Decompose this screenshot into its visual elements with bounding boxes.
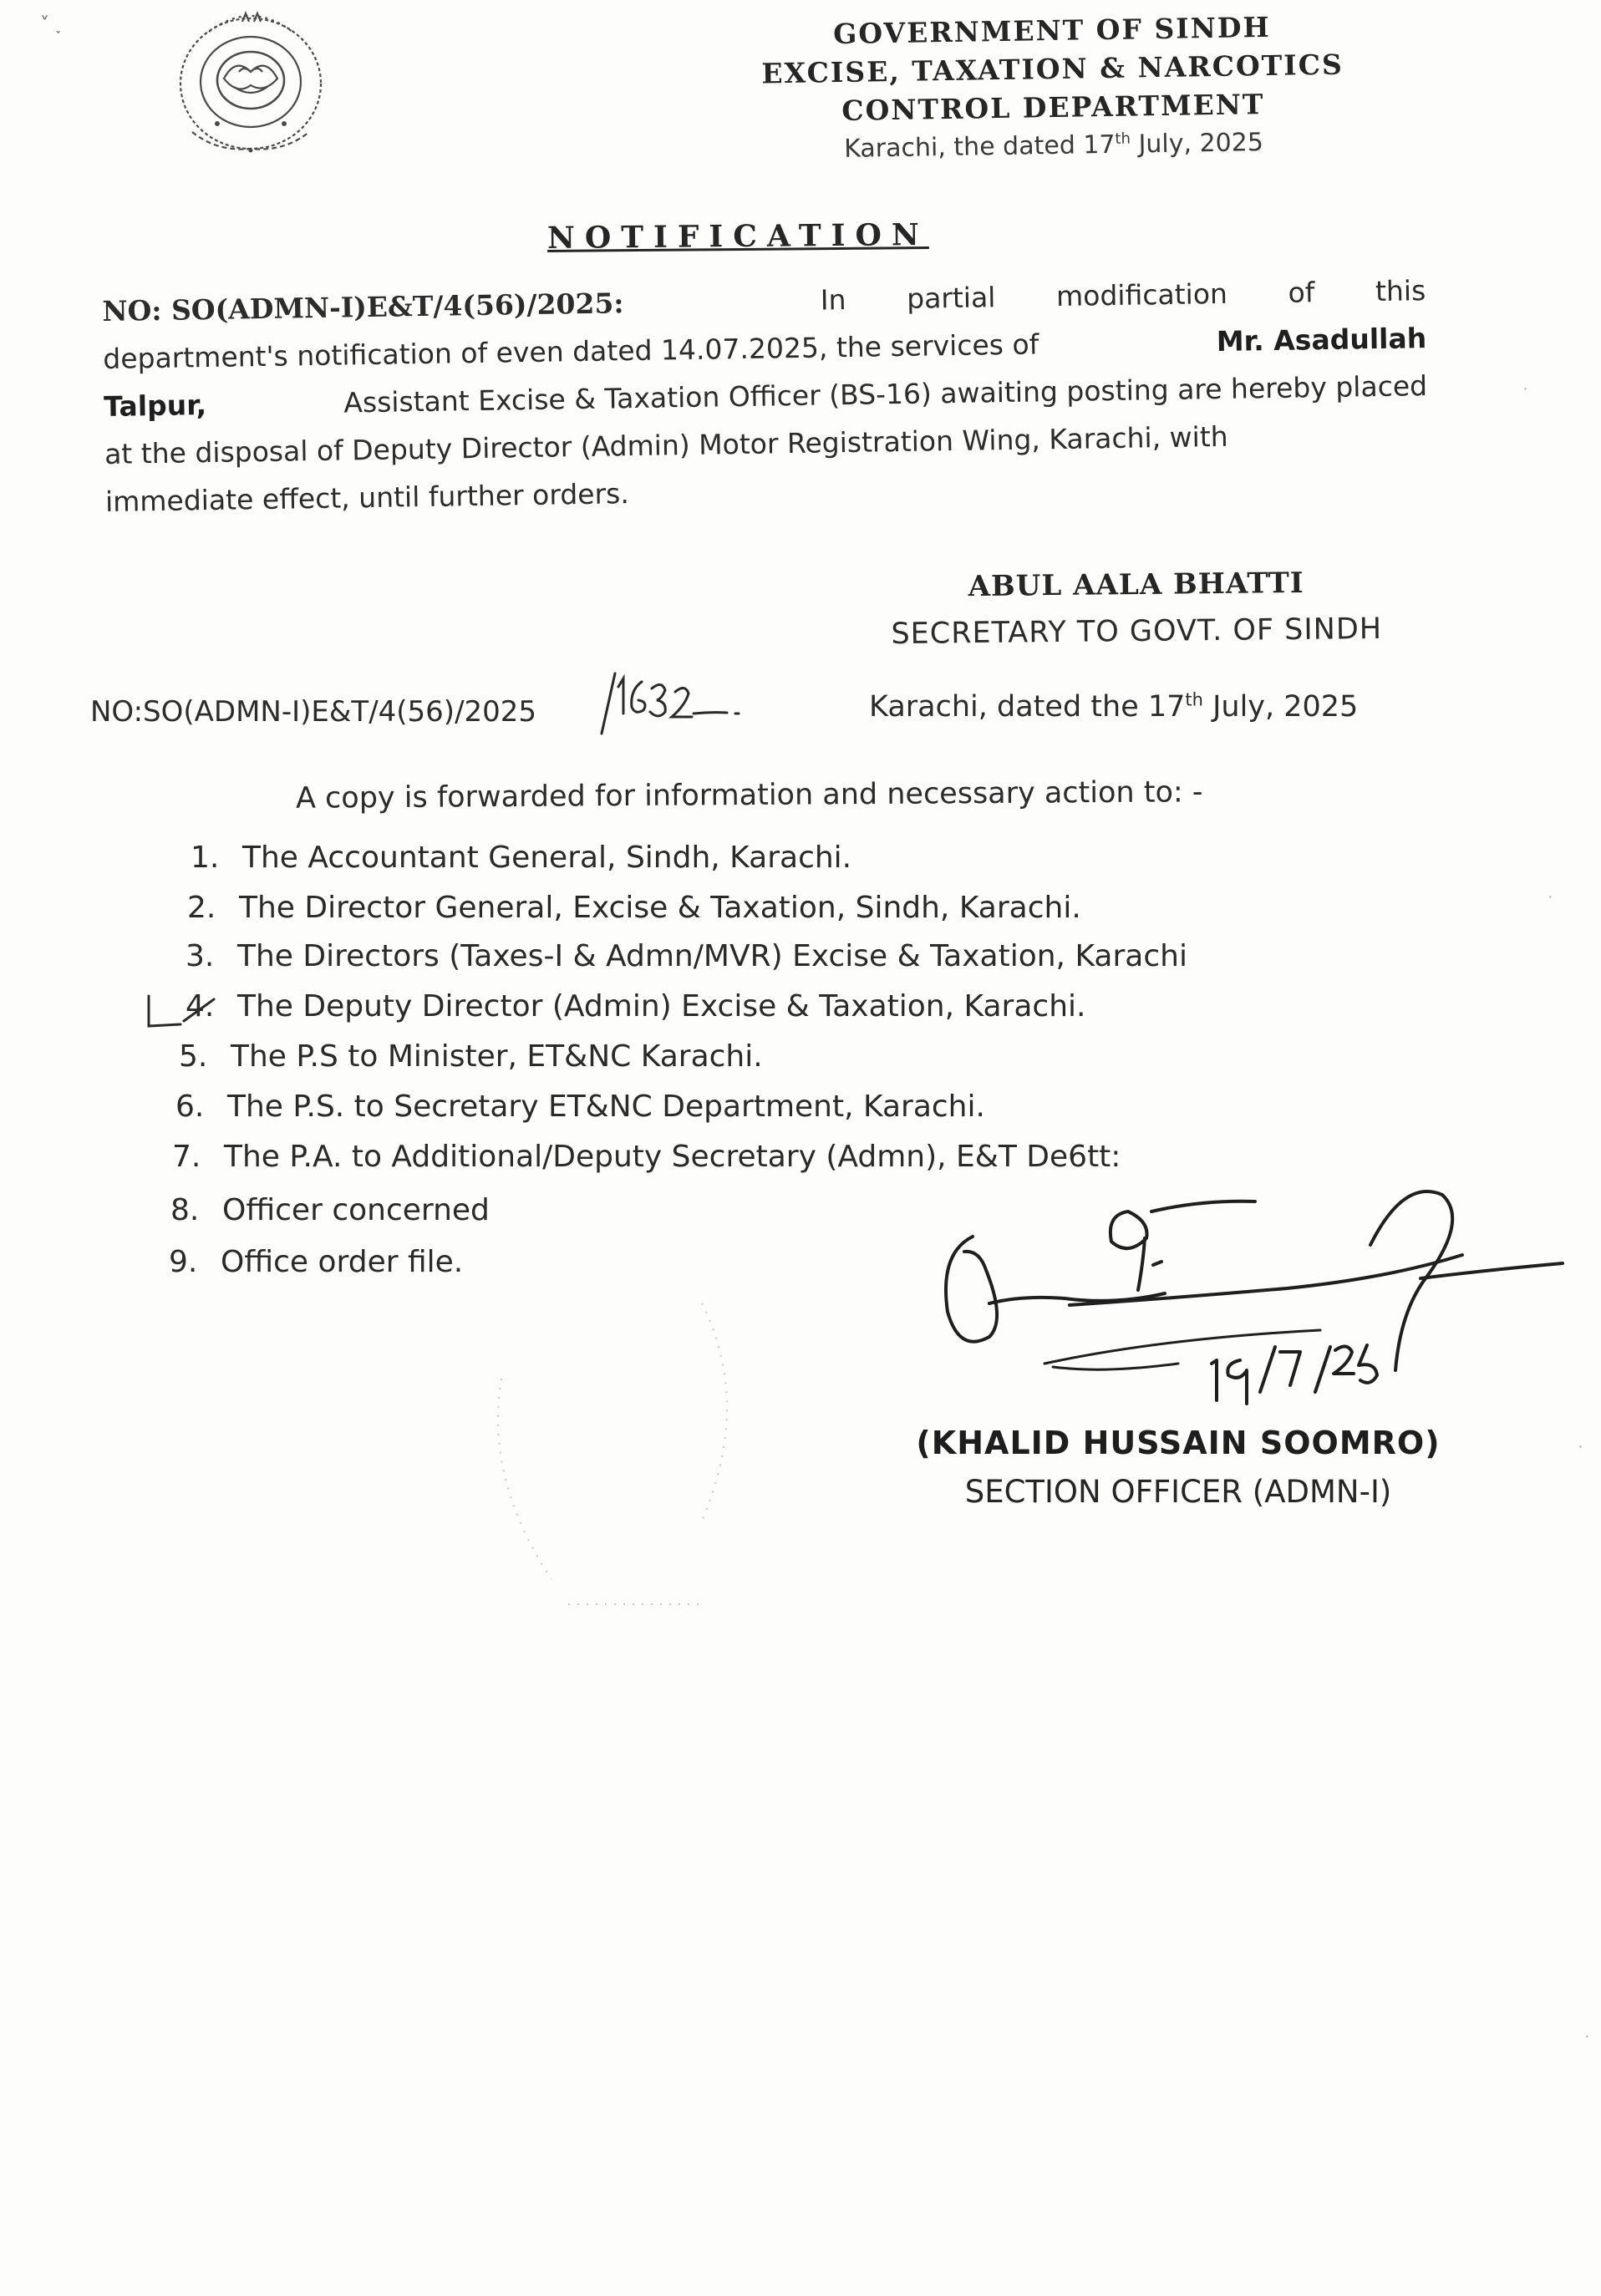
department-header	[718, 7, 1389, 171]
endorsement-date: Karachi, dated the 17th July, 2025	[869, 689, 1359, 724]
handwritten-dispatch-number	[593, 670, 744, 737]
list-item: 4. The Deputy Director (Admin) Excise & Taxation, Karachi.	[186, 989, 1086, 1024]
list-item: 6. The P.S. to Secretary ET&NC Department, Karachi.	[175, 1090, 985, 1124]
header-department-line2: CONTROL DEPARTMENT	[841, 88, 1265, 127]
corner-scribble: ˅ ˯	[40, 14, 62, 35]
header-government: GOVERNMENT OF SINDH	[832, 10, 1271, 51]
margin-speck: ·	[1584, 2027, 1590, 2045]
copy-forwarded-intro: A copy is forwarded for information and necessary action to: -	[295, 775, 1203, 815]
government-seal-icon	[159, 7, 343, 165]
list-item: 3. The Directors (Taxes-I & Admn/MVR) Excise & Taxation, Karachi	[186, 939, 1187, 973]
endorsement-number: NO:SO(ADMN-I)E&T/4(56)/2025	[90, 695, 537, 729]
body-word: modification	[1055, 277, 1228, 313]
faint-stamp-icon	[468, 1287, 785, 1638]
body-row-4: at the disposal of Deputy Director (Admin) Motor Registration Wing, Karachi, with	[104, 419, 1228, 470]
secretary-designation: SECRETARY TO GOVT. OF SINDH	[891, 612, 1383, 652]
section-officer-signature	[919, 1178, 1571, 1420]
margin-speck: ·	[1522, 379, 1528, 398]
body-word: partial	[906, 281, 996, 315]
section-officer-block	[869, 1417, 1487, 1516]
body-word: In	[820, 283, 846, 317]
section-officer-designation: SECTION OFFICER (ADMN-I)	[964, 1474, 1392, 1510]
header-place-date: Karachi, the dated 17th July, 2025	[843, 128, 1264, 164]
list-item: 5. The P.S to Minister, ET&NC Karachi.	[179, 1039, 763, 1074]
list-item: 7. The P.A. to Additional/Deputy Secretary (Admn), E&T De6tt:	[172, 1140, 1121, 1174]
body-row-3: Talpur, Assistant Excise & Taxation Officer (BS-16) awaiting posting are hereby placed	[104, 362, 1428, 430]
margin-speck: ·	[1548, 887, 1553, 906]
list-item: 9. Office order file.	[169, 1245, 464, 1279]
body-word: of	[1288, 276, 1315, 309]
body-row-5: immediate effect, until further orders.	[104, 477, 630, 518]
notification-number: NO: SO(ADMN-I)E&T/4(56)/2025:	[102, 287, 624, 328]
handwritten-tick-icon	[142, 988, 217, 1038]
body-word: this	[1375, 274, 1426, 308]
margin-speck: ·	[1578, 1437, 1583, 1455]
list-item: 2. The Director General, Excise & Taxation, Sindh, Karachi.	[187, 891, 1081, 925]
officer-name-part1: Mr. Asadullah	[1216, 322, 1427, 358]
signature-date-text: 19/7/25	[919, 1178, 922, 1179]
body-row-2: department's notification of even dated 14.07.2025, the services of Mr. Asadullah	[103, 314, 1427, 383]
notification-title: NOTIFICATION	[546, 217, 929, 256]
header-department-line1: EXCISE, TAXATION & NARCOTICS	[761, 48, 1344, 90]
handwritten-number-text: 1632	[593, 670, 596, 671]
secretary-name: ABUL AALA BHATTI	[968, 566, 1304, 604]
secretary-signature-block	[868, 559, 1404, 658]
list-item: 1. The Accountant General, Sindh, Karachi.	[191, 841, 852, 875]
notification-body	[102, 267, 1429, 526]
section-officer-name: (KHALID HUSSAIN SOOMRO)	[916, 1425, 1441, 1461]
officer-name-part2: Talpur,	[103, 389, 207, 423]
list-item: 8. Officer concerned	[170, 1193, 490, 1227]
